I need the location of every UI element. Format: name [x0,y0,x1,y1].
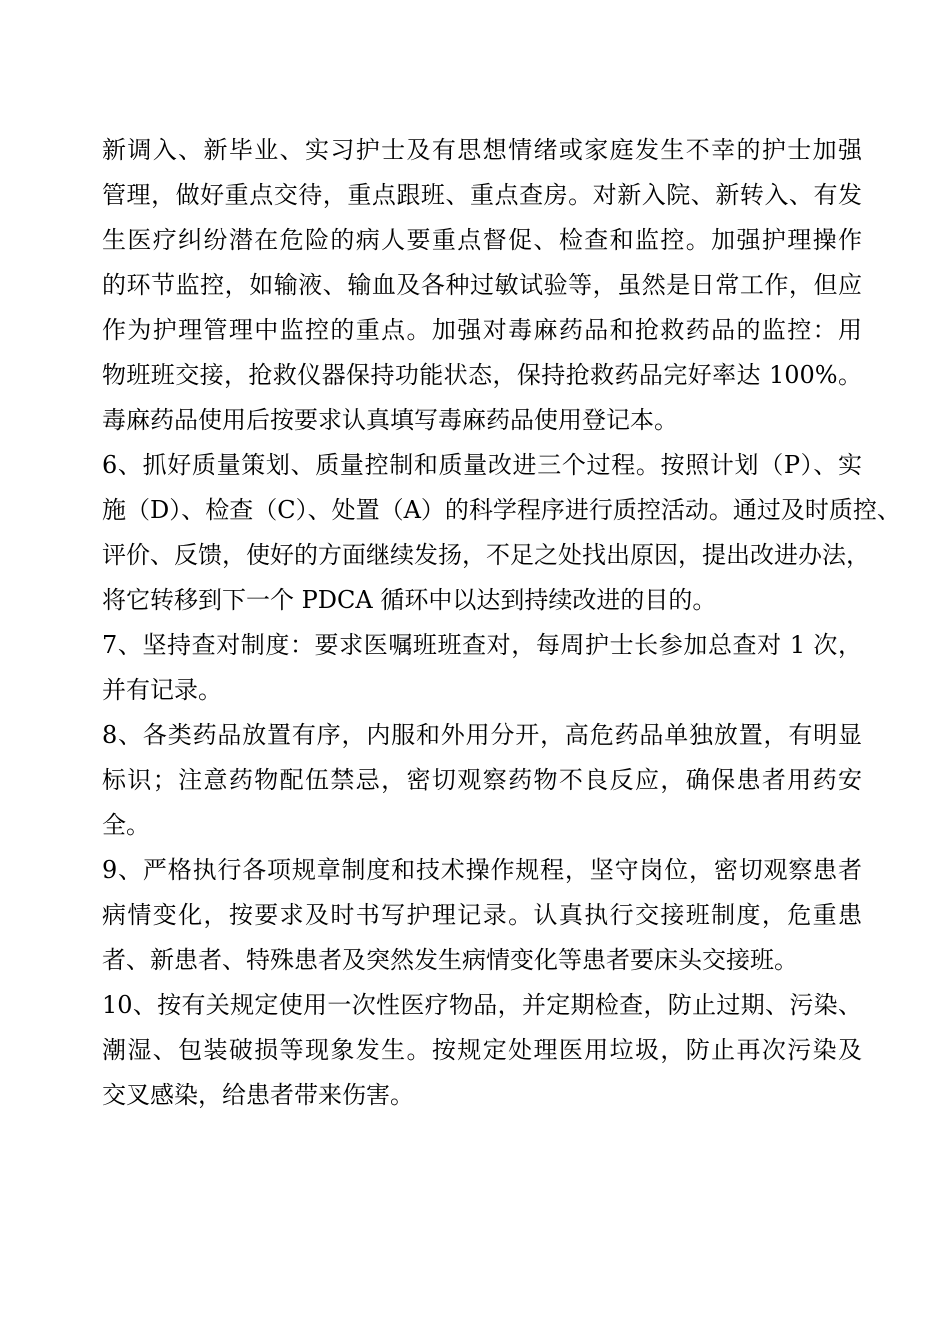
text-line: 新调入、新毕业、实习护士及有思想情绪或家庭发生不幸的护士加强 [102,136,862,164]
text-line: 潮湿、包装破损等现象发生。按规定处理医用垃圾，防止再次污染及 [102,1036,862,1064]
text-line: 8、各类药品放置有序，内服和外用分开，高危药品单独放置，有明显 [102,721,862,749]
text-line: 生医疗纠纷潜在危险的病人要重点督促、检查和监控。加强护理操作 [102,226,862,254]
text-line: 并有记录。 [102,676,222,704]
text-line: 评价、反馈，使好的方面继续发扬，不足之处找出原因，提出改进办法， [102,541,870,569]
text-line: 病情变化，按要求及时书写护理记录。认真执行交接班制度，危重患 [102,901,862,929]
paragraph-item-8 [102,713,862,848]
text-line: 10、按有关规定使用一次性医疗物品，并定期检查，防止过期、污染、 [102,991,862,1019]
text-line: 的环节监控，如输液、输血及各种过敏试验等，虽然是日常工作，但应 [102,271,862,299]
paragraph-item-9 [102,848,862,983]
paragraph-item-10 [102,983,862,1118]
paragraph-item-7 [102,623,862,713]
text-line: 毒麻药品使用后按要求认真填写毒麻药品使用登记本。 [102,406,678,434]
paragraph-nursing-management [102,128,862,443]
text-line: 6、抓好质量策划、质量控制和质量改进三个过程。按照计划（P）、实 [102,451,862,479]
text-line: 标识；注意药物配伍禁忌，密切观察药物不良反应，确保患者用药安 [102,766,862,794]
text-line: 物班班交接，抢救仪器保持功能状态，保持抢救药品完好率达 100%。 [102,361,862,389]
text-line: 9、严格执行各项规章制度和技术操作规程，坚守岗位，密切观察患者 [102,856,862,884]
document-body [102,128,901,1118]
text-line: 全。 [102,811,150,839]
text-line: 将它转移到下一个 PDCA 循环中以达到持续改进的目的。 [102,586,717,614]
text-line: 作为护理管理中监控的重点。加强对毒麻药品和抢救药品的监控：用 [102,316,862,344]
text-line: 者、新患者、特殊患者及突然发生病情变化等患者要床头交接班。 [102,946,798,974]
paragraph-item-6 [102,443,901,623]
text-line: 7、坚持查对制度：要求医嘱班班查对，每周护士长参加总查对 1 次， [102,631,862,659]
text-line: 管理，做好重点交待，重点跟班、重点查房。对新入院、新转入、有发 [102,181,862,209]
text-line: 施（D）、检查（C）、处置（A）的科学程序进行质控活动。通过及时质控、 [102,496,901,524]
text-line: 交叉感染，给患者带来伤害。 [102,1081,414,1109]
